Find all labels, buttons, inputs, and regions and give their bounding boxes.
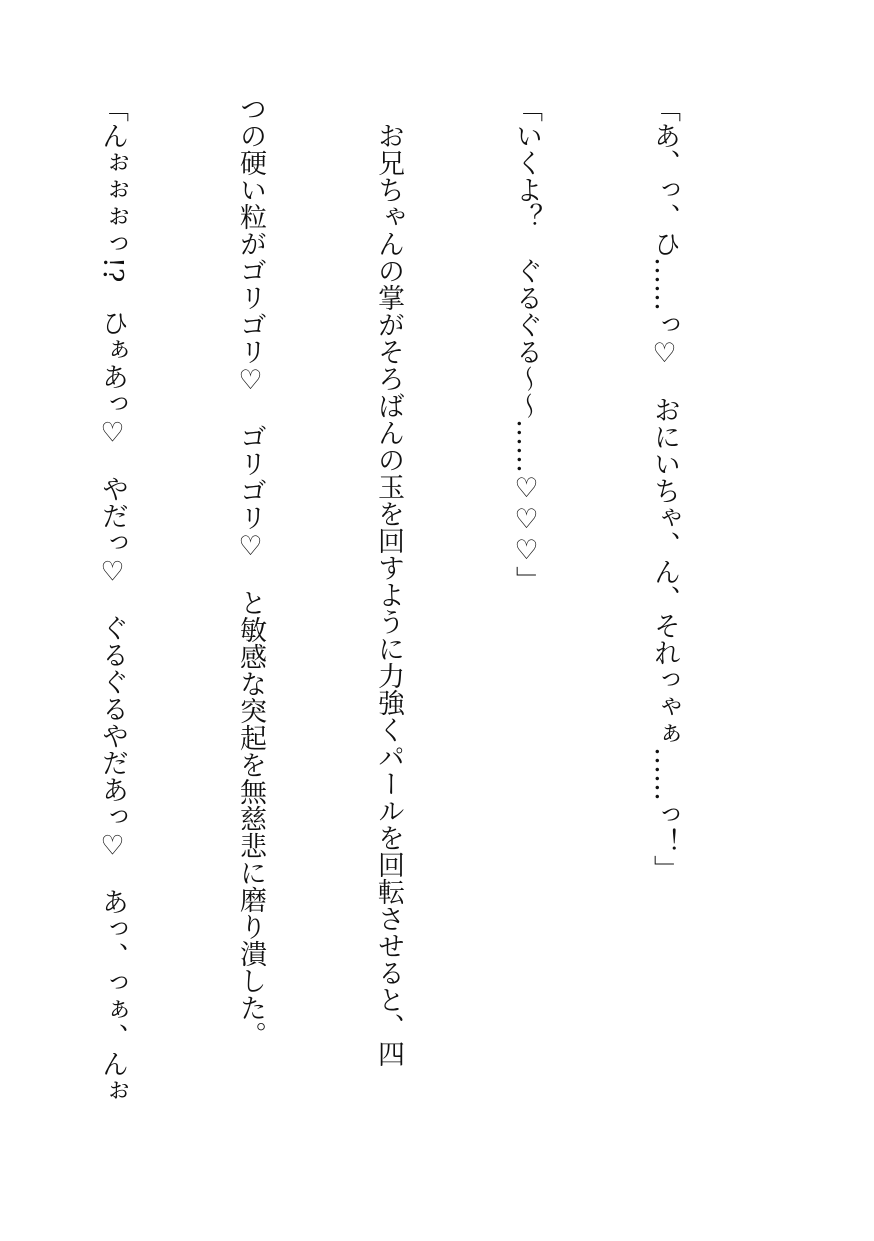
- text-line: お兄ちゃんの掌がそろばんの玉を回すように力強くパールを回転させると、四: [373, 95, 404, 1067]
- text-line: つの硬い粒がゴリゴリ♡ ゴリゴリ♡ と敏感な突起を無慈悲に磨り潰した。: [235, 95, 266, 1048]
- text-line: 「んぉぉぉっ!? ひぁあっ♡ やだっ♡ ぐるぐるやだあっ♡ あっ、っぁ、んぉ: [97, 95, 128, 1105]
- text-line: 「あ、っ、ひ……っ♡ おにいちゃ、ん、それっゃぁ……っ！」: [649, 95, 680, 882]
- text-line: 「いくよ？ ぐるぐる〜〜……♡♡♡」: [511, 95, 542, 593]
- vertical-text-body: [0, 95, 779, 1170]
